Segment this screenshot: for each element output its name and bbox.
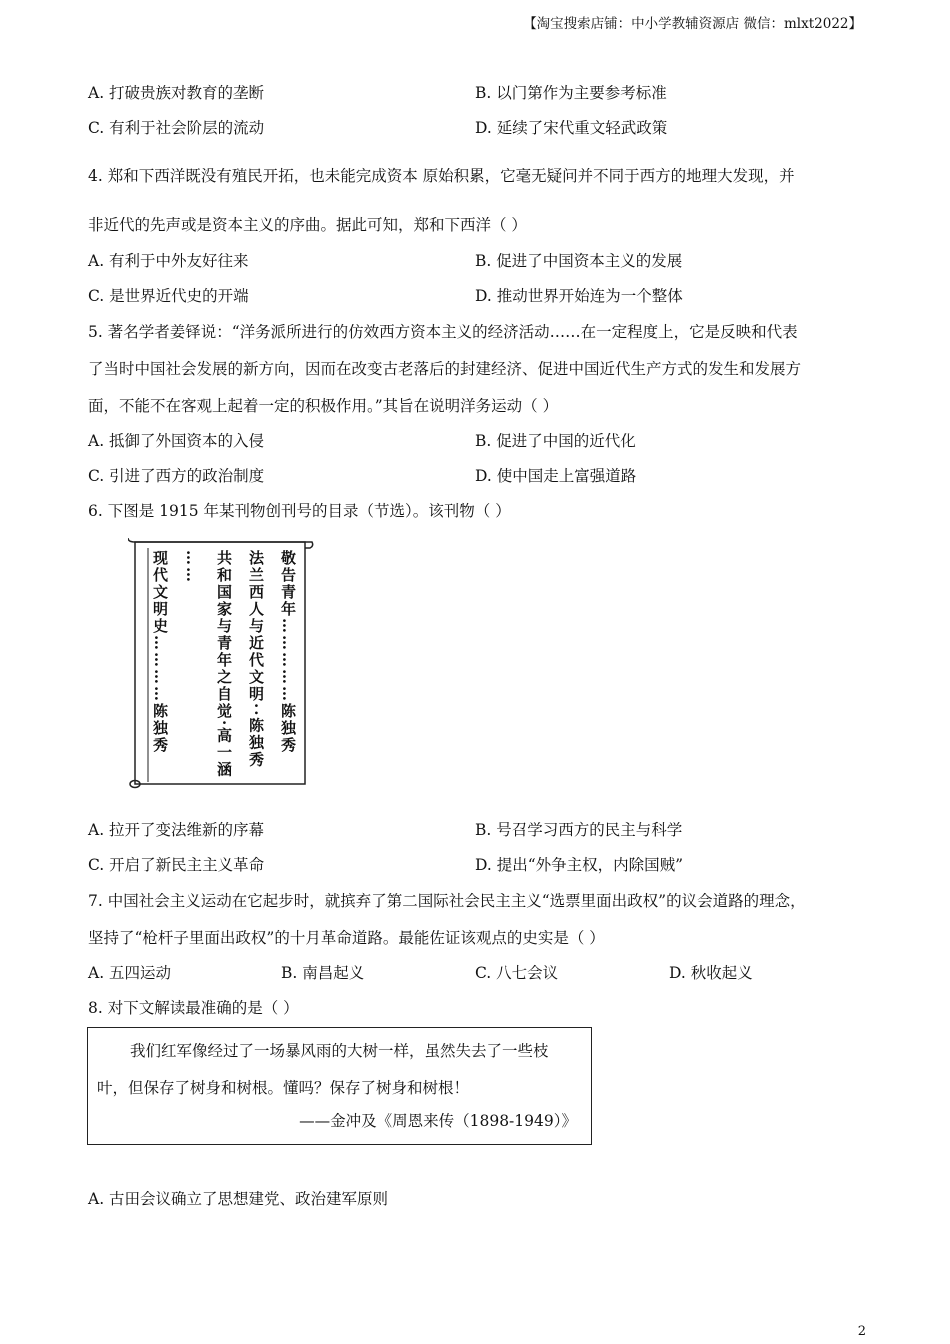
q5-option-d: D. 使中国走上富强道路 [475, 467, 637, 485]
q8-option-a: A. 古田会议确立了思想建党、政治建军原则 [88, 1190, 389, 1208]
q6-stem: 6. 下图是 1915 年某刊物创刊号的目录（节选）。该刊物（ ） [88, 502, 511, 520]
q5-option-a: A. 抵御了外国资本的入侵 [88, 432, 265, 450]
q8-quote-box [87, 1027, 592, 1145]
q8-quote-line2: 叶，但保存了树身和树根。懂吗？保存了树身和树根！ [97, 1079, 470, 1097]
contents-entry-1: 敬告青年……………陈独秀 [279, 550, 297, 754]
contents-entry-3: 共和国家与青年之自觉·高一涵 [215, 550, 233, 779]
contents-entry-2: 法兰西人与近代文明··陈独秀 [247, 550, 265, 769]
contents-entry-4: 现代文明史…………陈独秀 [151, 550, 169, 754]
q4-stem-line2: 非近代的先声或是资本主义的序曲。据此可知，郑和下西洋（ ） [88, 216, 527, 234]
contents-ellipsis: …… [183, 550, 201, 584]
q5-option-b: B. 促进了中国的近代化 [475, 432, 636, 450]
q4-option-c: C. 是世界近代史的开端 [88, 287, 249, 305]
q7-stem-line2: 坚持了“枪杆子里面出政权”的十月革命道路。最能佐证该观点的史实是（ ） [88, 929, 605, 947]
q6-option-d: D. 提出“外争主权，内除国贼” [475, 856, 684, 874]
q8-quote-source: ——金冲及《周恩来传（1898-1949）》 [299, 1112, 577, 1130]
q8-stem: 8. 对下文解读最准确的是（ ） [88, 999, 299, 1017]
q4-option-d: D. 推动世界开始连为一个整体 [475, 287, 683, 305]
q7-option-a: A. 五四运动 [88, 964, 172, 982]
q5-stem-line2: 了当时中国社会发展的新方向，因而在改变古老落后的封建经济、促进中国近代生产方式的发生和发展方 [88, 360, 802, 378]
q6-option-a: A. 拉开了变法维新的序幕 [88, 821, 265, 839]
q4-option-b: B. 促进了中国资本主义的发展 [475, 252, 683, 270]
q5-stem-line1: 5. 著名学者姜铎说：“洋务派所进行的仿效西方资本主义的经济活动……在一定程度上，它是反映和代表 [88, 323, 798, 341]
q3-option-a: A. 打破贵族对教育的垄断 [88, 84, 265, 102]
q6-option-c: C. 开启了新民主主义革命 [88, 856, 265, 874]
q8-quote-line1: 我们红军像经过了一场暴风雨的大树一样，虽然失去了一些枝 [130, 1042, 549, 1060]
magazine-contents-figure [128, 538, 314, 790]
q4-stem-line1: 4. 郑和下西洋既没有殖民开拓，也未能完成资本 原始积累，它毫无疑问并不同于西方的地理大发现，并 [88, 167, 795, 185]
q7-option-d: D. 秋收起义 [669, 964, 753, 982]
q3-option-b: B. 以门第作为主要参考标准 [475, 84, 667, 102]
q7-option-b: B. 南昌起义 [281, 964, 365, 982]
q5-option-c: C. 引进了西方的政治制度 [88, 467, 265, 485]
q3-option-d: D. 延续了宋代重文轻武政策 [475, 119, 668, 137]
q6-option-b: B. 号召学习西方的民主与科学 [475, 821, 683, 839]
page-header: 【淘宝搜索店铺：中小学教辅资源店 微信：mlxt2022】 [523, 16, 862, 32]
q3-option-c: C. 有利于社会阶层的流动 [88, 119, 265, 137]
q7-stem-line1: 7. 中国社会主义运动在它起步时，就摈弃了第二国际社会民主主义“选票里面出政权”的议会道路的理念， [88, 892, 806, 910]
q7-option-c: C. 八七会议 [475, 964, 559, 982]
q5-stem-line3: 面，不能不在客观上起着一定的积极作用。”其旨在说明洋务运动（ ） [88, 397, 559, 415]
page-number: 2 [857, 1324, 866, 1339]
q4-option-a: A. 有利于中外友好往来 [88, 252, 249, 270]
